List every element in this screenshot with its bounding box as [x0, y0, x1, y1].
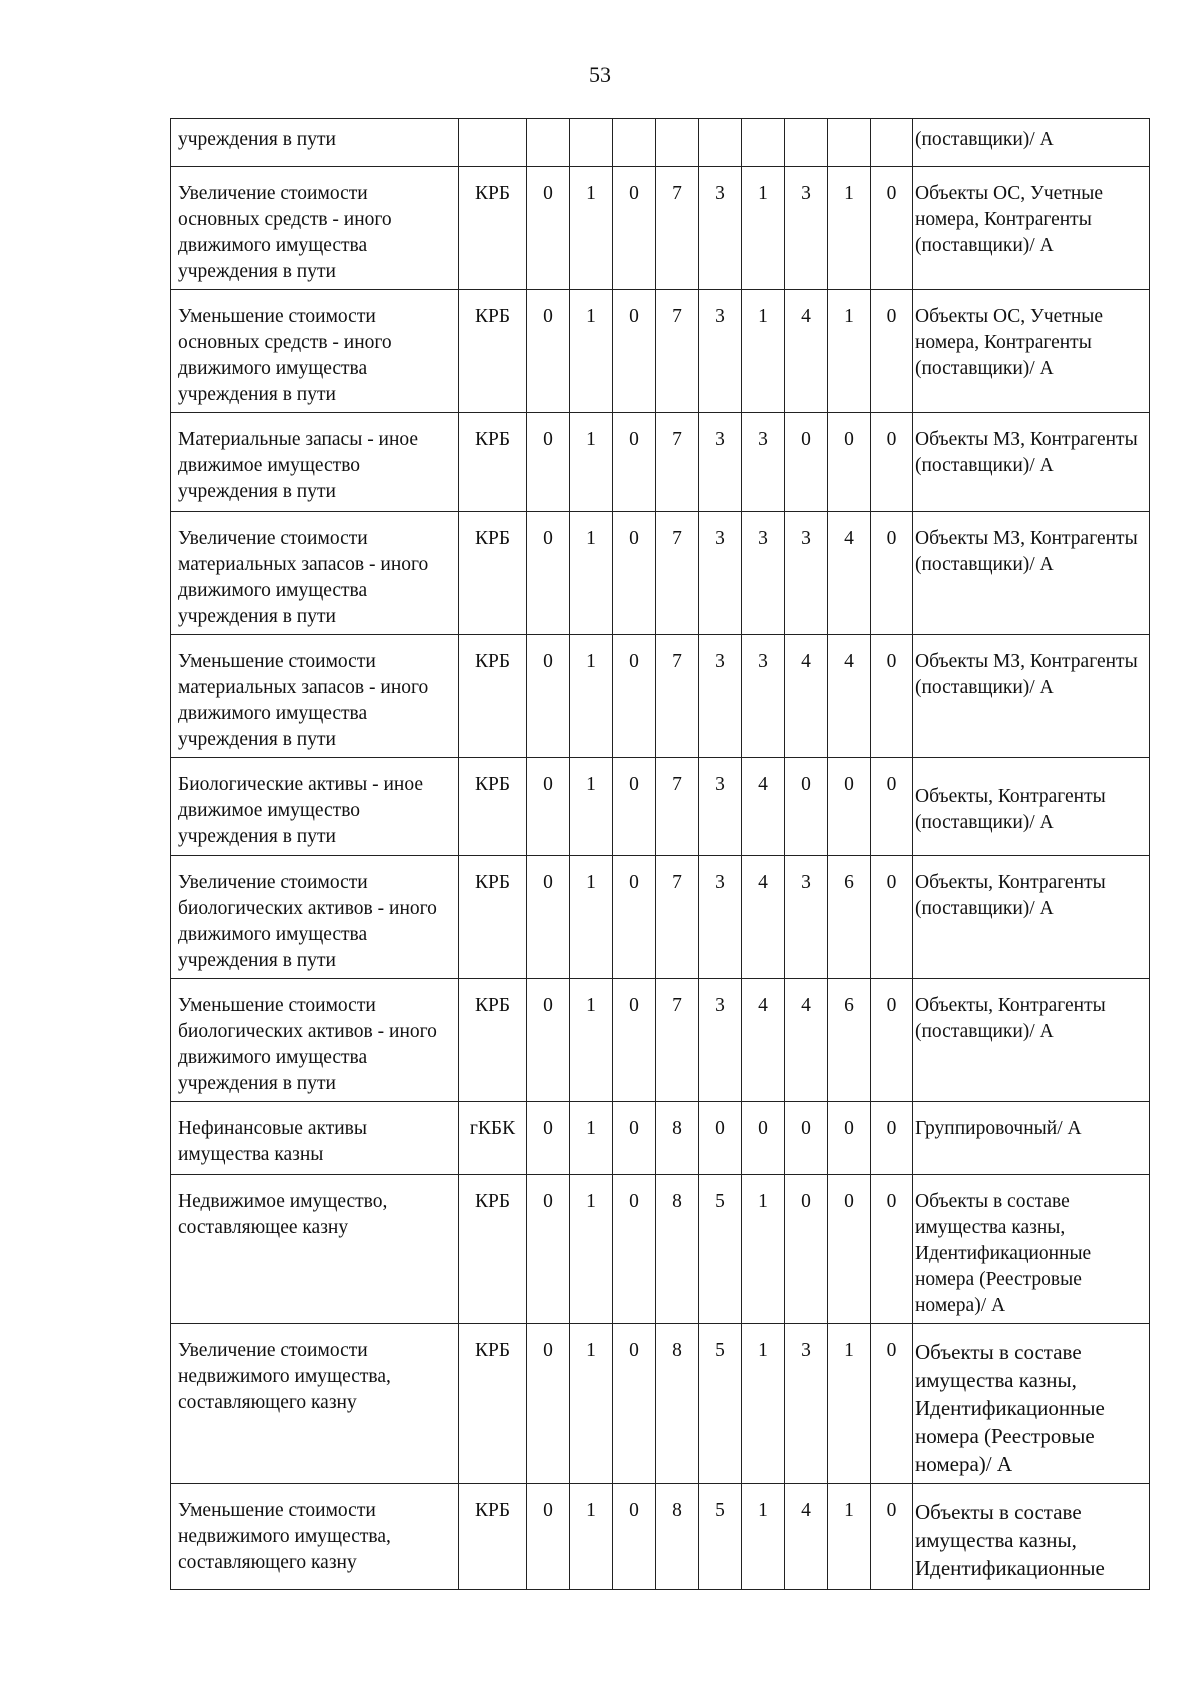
code-digit-cell: 0: [871, 1324, 913, 1484]
code-digit-cell: 1: [828, 1484, 871, 1590]
code-digit-cell: 0: [527, 167, 570, 290]
analytics-cell: Объекты, Контрагенты (поставщики)/ А: [913, 758, 1150, 856]
analytics-cell: Объекты ОС, Учетные номера, Контрагенты (поставщики)/ А: [913, 167, 1150, 290]
code-digit-cell: [570, 119, 613, 167]
code-digit-cell: 3: [742, 413, 785, 512]
code-digit-cell: 0: [613, 167, 656, 290]
code-digit-cell: 0: [613, 512, 656, 635]
code-digit-cell: 3: [785, 167, 828, 290]
analytics-cell: Объекты ОС, Учетные номера, Контрагенты (поставщики)/ А: [913, 290, 1150, 413]
code-digit-cell: 0: [785, 758, 828, 856]
accounts-table: [170, 118, 1150, 1590]
analytics-cell: Объекты МЗ, Контрагенты (поставщики)/ А: [913, 512, 1150, 635]
code-digit-cell: 1: [570, 856, 613, 979]
analytics-cell: Объекты, Контрагенты (поставщики)/ А: [913, 856, 1150, 979]
code-digit-cell: 4: [742, 758, 785, 856]
analytics-cell: Объекты в составе имущества казны, Идентификационные номера (Реестровые номера)/ А: [913, 1175, 1150, 1324]
table-row: [171, 290, 1150, 413]
code-digit-cell: 0: [871, 979, 913, 1102]
code-digit-cell: 0: [699, 1102, 742, 1175]
code-digit-cell: 7: [656, 635, 699, 758]
code-digit-cell: 3: [785, 512, 828, 635]
account-name-cell: учреждения в пути: [171, 119, 459, 167]
code-digit-cell: 0: [613, 979, 656, 1102]
table-row: [171, 979, 1150, 1102]
account-name-cell: Увеличение стоимости биологических активов - иного движимого имущества учреждения в пути: [171, 856, 459, 979]
account-name-cell: Материальные запасы - иное движимое имущество учреждения в пути: [171, 413, 459, 512]
code-digit-cell: 0: [871, 1484, 913, 1590]
code-digit-cell: 4: [828, 635, 871, 758]
account-name-cell: Увеличение стоимости недвижимого имущества, составляющего казну: [171, 1324, 459, 1484]
code-digit-cell: 1: [742, 1324, 785, 1484]
code-digit-cell: 1: [570, 1324, 613, 1484]
code-digit-cell: 0: [527, 856, 570, 979]
code-digit-cell: 1: [570, 1175, 613, 1324]
code-digit-cell: 0: [871, 512, 913, 635]
code-digit-cell: 0: [527, 413, 570, 512]
code-digit-cell: 1: [570, 512, 613, 635]
table-row: [171, 1175, 1150, 1324]
code-digit-cell: [656, 119, 699, 167]
table-row: [171, 1484, 1150, 1590]
code-kind-cell: КРБ: [459, 512, 527, 635]
code-digit-cell: [785, 119, 828, 167]
account-name-cell: Недвижимое имущество, составляющее казну: [171, 1175, 459, 1324]
code-digit-cell: 1: [828, 290, 871, 413]
code-digit-cell: 1: [570, 635, 613, 758]
code-digit-cell: 4: [785, 979, 828, 1102]
code-digit-cell: 0: [527, 512, 570, 635]
table-body: [171, 119, 1150, 1590]
table-row: [171, 1324, 1150, 1484]
code-digit-cell: 3: [742, 635, 785, 758]
analytics-cell: Объекты МЗ, Контрагенты (поставщики)/ А: [913, 635, 1150, 758]
analytics-cell: Объекты в составе имущества казны, Идентификационные: [913, 1484, 1150, 1590]
code-digit-cell: 5: [699, 1175, 742, 1324]
account-name-cell: Уменьшение стоимости основных средств - иного движимого имущества учреждения в пути: [171, 290, 459, 413]
code-digit-cell: 4: [785, 635, 828, 758]
code-digit-cell: 0: [613, 758, 656, 856]
code-kind-cell: КРБ: [459, 167, 527, 290]
code-digit-cell: 1: [570, 1484, 613, 1590]
code-digit-cell: 3: [699, 758, 742, 856]
code-digit-cell: 4: [785, 1484, 828, 1590]
code-digit-cell: [871, 119, 913, 167]
code-digit-cell: 0: [828, 1175, 871, 1324]
code-digit-cell: 3: [785, 856, 828, 979]
analytics-cell: Объекты МЗ, Контрагенты (поставщики)/ А: [913, 413, 1150, 512]
code-digit-cell: 1: [828, 1324, 871, 1484]
table-row: [171, 758, 1150, 856]
code-digit-cell: 0: [828, 1102, 871, 1175]
code-kind-cell: КРБ: [459, 290, 527, 413]
code-digit-cell: 4: [742, 856, 785, 979]
code-kind-cell: [459, 119, 527, 167]
code-digit-cell: [742, 119, 785, 167]
code-digit-cell: 0: [527, 290, 570, 413]
code-digit-cell: 0: [828, 758, 871, 856]
code-digit-cell: 0: [613, 290, 656, 413]
account-name-cell: Биологические активы - иное движимое имущество учреждения в пути: [171, 758, 459, 856]
code-digit-cell: 8: [656, 1102, 699, 1175]
code-digit-cell: 0: [785, 1175, 828, 1324]
code-digit-cell: 5: [699, 1484, 742, 1590]
account-name-cell: Уменьшение стоимости биологических активов - иного движимого имущества учреждения в пути: [171, 979, 459, 1102]
code-digit-cell: 1: [570, 290, 613, 413]
code-digit-cell: 0: [828, 413, 871, 512]
code-digit-cell: 3: [699, 290, 742, 413]
account-name-cell: Уменьшение стоимости недвижимого имущества, составляющего казну: [171, 1484, 459, 1590]
code-digit-cell: 7: [656, 512, 699, 635]
code-digit-cell: 0: [613, 1175, 656, 1324]
code-digit-cell: 0: [871, 413, 913, 512]
code-digit-cell: 1: [742, 1175, 785, 1324]
code-kind-cell: КРБ: [459, 1324, 527, 1484]
code-digit-cell: 1: [742, 167, 785, 290]
code-digit-cell: 0: [527, 979, 570, 1102]
code-digit-cell: 8: [656, 1324, 699, 1484]
code-kind-cell: КРБ: [459, 758, 527, 856]
account-name-cell: Увеличение стоимости материальных запасов - иного движимого имущества учреждения в пути: [171, 512, 459, 635]
code-digit-cell: 8: [656, 1484, 699, 1590]
table-row: [171, 635, 1150, 758]
code-digit-cell: 3: [699, 979, 742, 1102]
code-digit-cell: 0: [613, 1102, 656, 1175]
code-kind-cell: КРБ: [459, 413, 527, 512]
table-row: [171, 119, 1150, 167]
code-digit-cell: [699, 119, 742, 167]
code-digit-cell: [828, 119, 871, 167]
code-digit-cell: 0: [871, 635, 913, 758]
code-digit-cell: 1: [570, 1102, 613, 1175]
analytics-cell: Группировочный/ А: [913, 1102, 1150, 1175]
code-digit-cell: 0: [613, 856, 656, 979]
code-digit-cell: 0: [613, 1324, 656, 1484]
code-digit-cell: 3: [785, 1324, 828, 1484]
code-digit-cell: 1: [570, 979, 613, 1102]
code-digit-cell: 0: [785, 413, 828, 512]
code-digit-cell: 6: [828, 856, 871, 979]
code-digit-cell: 0: [871, 167, 913, 290]
analytics-cell: Объекты в составе имущества казны, Идентификационные номера (Реестровые номера)/ А: [913, 1324, 1150, 1484]
code-digit-cell: 7: [656, 856, 699, 979]
code-digit-cell: 0: [527, 1324, 570, 1484]
code-digit-cell: 0: [527, 1102, 570, 1175]
code-digit-cell: 1: [570, 167, 613, 290]
code-digit-cell: 0: [527, 1175, 570, 1324]
account-name-cell: Нефинансовые активы имущества казны: [171, 1102, 459, 1175]
code-kind-cell: КРБ: [459, 856, 527, 979]
code-kind-cell: КРБ: [459, 1484, 527, 1590]
table-row: [171, 167, 1150, 290]
account-name-cell: Уменьшение стоимости материальных запасов - иного движимого имущества учреждения в пути: [171, 635, 459, 758]
code-digit-cell: 0: [613, 635, 656, 758]
table-row: [171, 1102, 1150, 1175]
code-digit-cell: 7: [656, 413, 699, 512]
code-digit-cell: 7: [656, 290, 699, 413]
analytics-cell: Объекты, Контрагенты (поставщики)/ А: [913, 979, 1150, 1102]
account-name-cell: Увеличение стоимости основных средств - иного движимого имущества учреждения в пути: [171, 167, 459, 290]
code-digit-cell: 0: [871, 1102, 913, 1175]
code-digit-cell: 0: [742, 1102, 785, 1175]
code-digit-cell: 0: [613, 413, 656, 512]
code-digit-cell: 4: [828, 512, 871, 635]
code-digit-cell: 1: [570, 758, 613, 856]
code-digit-cell: 3: [699, 167, 742, 290]
code-digit-cell: 4: [742, 979, 785, 1102]
code-digit-cell: 5: [699, 1324, 742, 1484]
code-digit-cell: 0: [871, 758, 913, 856]
page-number: 53: [589, 62, 611, 87]
code-digit-cell: 4: [785, 290, 828, 413]
code-digit-cell: [527, 119, 570, 167]
code-digit-cell: 3: [699, 413, 742, 512]
code-digit-cell: 0: [871, 856, 913, 979]
code-digit-cell: 1: [742, 290, 785, 413]
code-digit-cell: 3: [699, 635, 742, 758]
code-kind-cell: КРБ: [459, 1175, 527, 1324]
code-digit-cell: 3: [699, 512, 742, 635]
code-digit-cell: 0: [527, 635, 570, 758]
table-row: [171, 512, 1150, 635]
analytics-cell: (поставщики)/ А: [913, 119, 1150, 167]
code-digit-cell: 7: [656, 758, 699, 856]
code-digit-cell: 3: [742, 512, 785, 635]
code-digit-cell: 1: [742, 1484, 785, 1590]
code-digit-cell: 7: [656, 167, 699, 290]
code-digit-cell: 0: [527, 1484, 570, 1590]
code-kind-cell: КРБ: [459, 635, 527, 758]
code-digit-cell: 0: [785, 1102, 828, 1175]
code-digit-cell: 0: [613, 1484, 656, 1590]
code-digit-cell: 1: [828, 167, 871, 290]
code-digit-cell: 6: [828, 979, 871, 1102]
code-digit-cell: 7: [656, 979, 699, 1102]
code-kind-cell: КРБ: [459, 979, 527, 1102]
code-kind-cell: гКБК: [459, 1102, 527, 1175]
table-row: [171, 856, 1150, 979]
code-digit-cell: [613, 119, 656, 167]
code-digit-cell: 8: [656, 1175, 699, 1324]
code-digit-cell: 3: [699, 856, 742, 979]
code-digit-cell: 0: [871, 1175, 913, 1324]
code-digit-cell: 0: [871, 290, 913, 413]
code-digit-cell: 0: [527, 758, 570, 856]
table-row: [171, 413, 1150, 512]
code-digit-cell: 1: [570, 413, 613, 512]
